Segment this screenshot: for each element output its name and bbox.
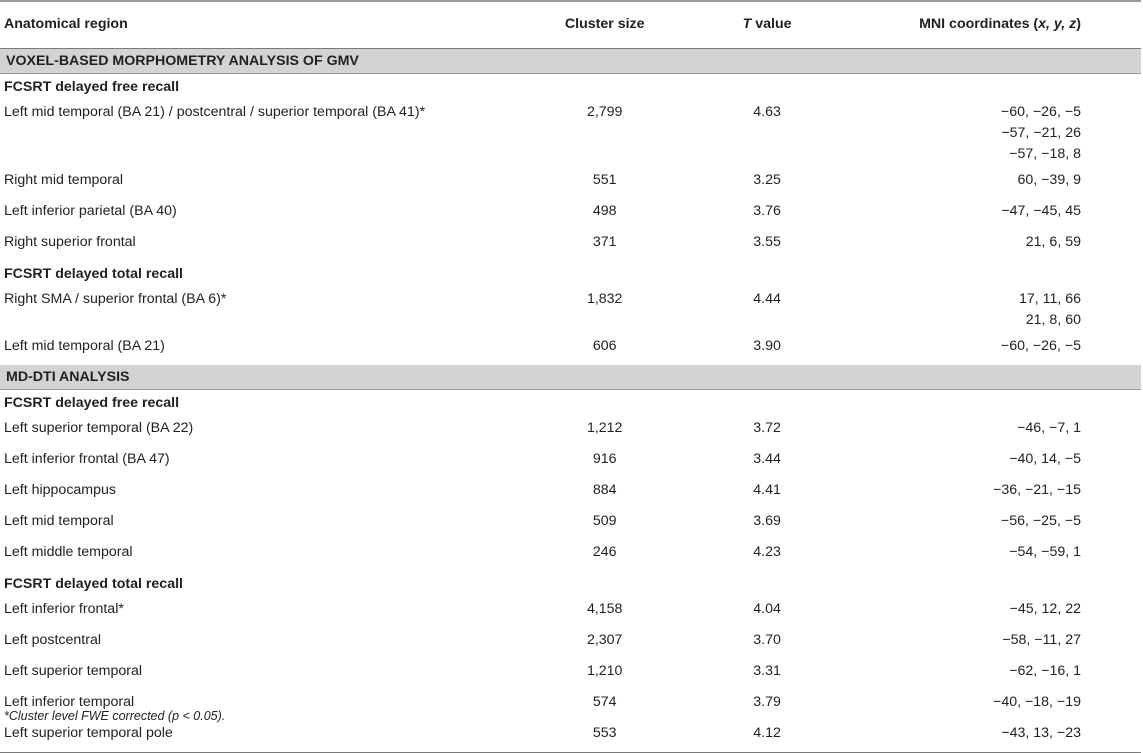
mni-coordinates-cell xyxy=(825,168,1141,199)
mni-coordinates-cell xyxy=(825,199,1141,230)
mni-coordinates-cell xyxy=(825,447,1141,478)
cluster-size-cell: 498 xyxy=(592,203,617,219)
region-cell: Left inferior frontal (BA 47) xyxy=(4,451,170,467)
table-row xyxy=(0,659,1141,690)
region-cell: Right SMA / superior frontal (BA 6)* xyxy=(4,291,227,307)
mni-coordinates-cell xyxy=(825,597,1141,628)
mni-coordinate: −57, −21, 26 xyxy=(1001,125,1081,141)
mni-coordinates-cell xyxy=(825,334,1141,365)
cluster-size-cell: 551 xyxy=(592,172,617,188)
cluster-size-cell: 371 xyxy=(592,234,617,250)
section-header-row xyxy=(0,49,1141,74)
section-title: VOXEL-BASED MORPHOMETRY ANALYSIS OF GMV xyxy=(0,49,1141,74)
mni-coordinate: −57, −18, 8 xyxy=(1009,146,1081,162)
table-row xyxy=(0,287,1141,334)
mni-coordinate: −45, 12, 22 xyxy=(1009,601,1081,617)
region-cell: Left middle temporal xyxy=(4,544,133,560)
mni-coordinate: −43, 13, −23 xyxy=(1001,725,1081,741)
t-value-cell: 4.44 xyxy=(753,291,781,307)
t-value-cell: 3.69 xyxy=(753,513,781,529)
subgroup-row xyxy=(0,571,1141,597)
table-row xyxy=(0,478,1141,509)
t-value-cell: 3.90 xyxy=(753,338,781,354)
mni-coordinate: −60, −26, −5 xyxy=(1000,104,1081,120)
mni-coordinates-cell xyxy=(825,690,1141,721)
table-row xyxy=(0,447,1141,478)
header-mni-coordinates xyxy=(825,1,1141,49)
table-row xyxy=(0,509,1141,540)
t-value-cell: 3.72 xyxy=(753,420,781,436)
subgroup-title: FCSRT delayed free recall xyxy=(4,395,180,411)
header-cluster-size: Cluster size xyxy=(500,1,706,49)
mni-coordinate: −56, −25, −5 xyxy=(1000,513,1081,529)
t-value-cell: 4.04 xyxy=(753,601,781,617)
header-mni-prefix: MNI coordinates ( xyxy=(919,16,1039,32)
cluster-size-cell: 2,799 xyxy=(586,104,623,120)
cluster-size-cell: 884 xyxy=(592,482,617,498)
cluster-size-cell: 553 xyxy=(500,721,706,753)
subgroup-row xyxy=(0,261,1141,287)
region-cell: Left postcentral xyxy=(4,632,102,648)
header-mni-xyz: x, y, z xyxy=(1038,16,1077,32)
cluster-size-cell: 606 xyxy=(592,338,617,354)
table-row xyxy=(0,230,1141,261)
t-value-cell: 3.44 xyxy=(753,451,781,467)
table-row xyxy=(0,540,1141,571)
region-cell: Left mid temporal xyxy=(4,513,114,529)
mni-coordinate: 17, 11, 66 xyxy=(1018,291,1081,307)
cluster-size-cell: 916 xyxy=(592,451,617,467)
t-value-cell: 3.70 xyxy=(753,632,781,648)
region-cell: Left mid temporal (BA 21) xyxy=(4,338,165,354)
header-row xyxy=(0,1,1141,49)
cluster-size-cell: 4,158 xyxy=(586,601,623,617)
mni-coordinates-cell xyxy=(825,721,1141,753)
table-row xyxy=(0,597,1141,628)
header-anatomical-region: Anatomical region xyxy=(0,1,500,49)
table-row xyxy=(0,100,1141,168)
region-cell: Left mid temporal (BA 21) / postcentral / superior temporal (BA 41)* xyxy=(4,104,426,120)
mni-coordinate: 21, 6, 59 xyxy=(1025,234,1081,250)
region-cell: Left inferior frontal* xyxy=(4,601,124,617)
mni-coordinate: −40, 14, −5 xyxy=(1009,451,1081,467)
cluster-size-cell: 574 xyxy=(592,694,617,710)
cluster-size-cell: 1,212 xyxy=(586,420,623,436)
section-title: MD-DTI ANALYSIS xyxy=(0,365,1141,390)
mni-coordinates-cell xyxy=(825,509,1141,540)
cluster-size-cell: 1,832 xyxy=(586,291,623,307)
t-value-cell: 4.23 xyxy=(753,544,781,560)
section-header-row xyxy=(0,365,1141,390)
t-value-cell: 3.79 xyxy=(753,694,781,710)
table-row xyxy=(0,416,1141,447)
mni-coordinates-cell xyxy=(825,540,1141,571)
mni-coordinate: −60, −26, −5 xyxy=(1000,338,1081,354)
mni-coordinates-cell xyxy=(825,628,1141,659)
mni-coordinates-cell xyxy=(825,659,1141,690)
subgroup-title: FCSRT delayed total recall xyxy=(4,266,183,282)
region-cell: Left superior temporal xyxy=(4,663,143,679)
footnote: *Cluster level FWE corrected (p < 0.05). xyxy=(4,709,226,723)
mni-coordinate: −36, −21, −15 xyxy=(993,482,1081,498)
cluster-size-cell: 246 xyxy=(592,544,617,560)
region-cell: Left hippocampus xyxy=(4,482,116,498)
table-body xyxy=(0,49,1141,753)
subgroup-row xyxy=(0,74,1141,101)
mni-coordinates-cell xyxy=(825,230,1141,261)
mni-coordinates-cell xyxy=(825,287,1141,334)
mni-coordinates-cell xyxy=(825,100,1141,168)
header-t-rest: value xyxy=(751,16,792,32)
region-cell: Right mid temporal xyxy=(4,172,124,188)
t-value-cell: 4.63 xyxy=(753,104,781,120)
subgroup-title: FCSRT delayed free recall xyxy=(4,79,180,95)
region-cell: Right superior frontal xyxy=(4,234,136,250)
mni-coordinate: −54, −59, 1 xyxy=(1009,544,1081,560)
cluster-size-cell: 509 xyxy=(592,513,617,529)
table-row xyxy=(0,334,1141,365)
cluster-size-cell: 1,210 xyxy=(586,663,623,679)
region-cell: Left inferior temporal xyxy=(4,694,135,710)
t-value-cell: 3.31 xyxy=(753,663,781,679)
mni-coordinate: −40, −18, −19 xyxy=(993,694,1081,710)
subgroup-title: FCSRT delayed total recall xyxy=(4,576,183,592)
t-value-cell: 4.41 xyxy=(753,482,781,498)
t-value-cell: 3.76 xyxy=(753,203,781,219)
region-cell: Left superior temporal (BA 22) xyxy=(4,420,194,436)
cluster-size-cell: 2,307 xyxy=(586,632,623,648)
mni-coordinate: −62, −16, 1 xyxy=(1009,663,1081,679)
mni-coordinate: −47, −45, 45 xyxy=(1001,203,1081,219)
region-cell: Left superior temporal pole xyxy=(0,721,500,753)
t-value-cell: 4.12 xyxy=(705,721,824,753)
mni-coordinate: 60, −39, 9 xyxy=(1017,172,1081,188)
table-row xyxy=(0,168,1141,199)
header-t-value xyxy=(705,1,824,49)
mni-coordinates-cell xyxy=(825,416,1141,447)
subgroup-row xyxy=(0,390,1141,417)
table-row xyxy=(0,628,1141,659)
t-value-cell: 3.55 xyxy=(753,234,781,250)
header-t-italic: T xyxy=(742,16,752,32)
t-value-cell: 3.25 xyxy=(753,172,781,188)
mni-coordinate: −58, −11, 27 xyxy=(1002,632,1081,648)
mni-coordinates-cell xyxy=(825,478,1141,509)
mni-coordinate: 21, 8, 60 xyxy=(1025,312,1081,328)
table-row xyxy=(0,199,1141,230)
mni-coordinate: −46, −7, 1 xyxy=(1017,420,1081,436)
region-cell: Left inferior parietal (BA 40) xyxy=(4,203,177,219)
table-row xyxy=(0,721,1141,753)
header-mni-suffix: ) xyxy=(1076,16,1081,32)
